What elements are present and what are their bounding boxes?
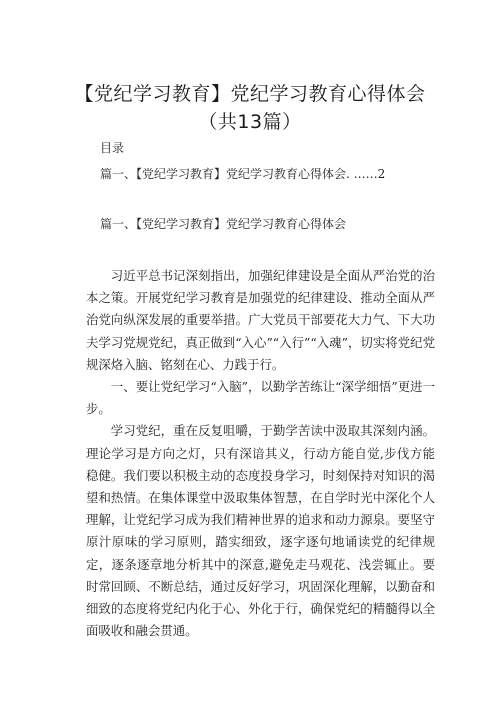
toc-item[interactable]: 篇一、【党纪学习教育】党纪学习教育心得体会. ……2 (100, 167, 386, 181)
paragraph-1: 习近平总书记深刻指出，加强纪律建设是全面从严治党的治本之策。开展党纪学习教育是加强党的纪律建设、推动全面从严治党向纵深发展的重要举措。广大党员干部要花大力气、下大功夫学习党规党纪，真正做到“入心”“入行”“入魂”，切实将党纪党规深烙入脑、铭刻在心、力践于行。 (86, 268, 435, 372)
document-title (40, 82, 460, 135)
body-text (86, 265, 435, 642)
title-line-2: （共13篇） (198, 111, 302, 133)
toc-heading: 目录 (100, 141, 125, 155)
title-line-1: 【党纪学习教育】党纪学习教育心得体会 (74, 83, 426, 105)
paragraph-2: 一、要让党纪学习“入脑”，以勤学苦练让“深学细悟”更进一步。 (86, 379, 435, 417)
paragraph-3: 学习党纪，重在反复咀嚼，于勤学苦读中汲取其深刻内涵。理论学习是方向之灯，只有深谙其义，行动方能自觉,步伐方能稳健。我们要以积极主动的态度投身学习，时刻保持对知识的渴望和热情。在集体课堂中汲取集体智慧，在自学时光中深化个人理解，让党纪学习成为我们精神世界的追求和动力源泉。要坚守原汁原味的学习原则，踏实细致，逐字逐句地诵读党的纪律规定，逐条逐章地分析其中的深意,避免走马观花、浅尝辄止。要时常回顾、不断总结，通过反好学习，巩固深化理解，以勤奋和细致的态度将党纪内化于心、外化于行，确保党纪的精髓得以全面吸收和融会贯通。 (86, 423, 435, 639)
section-heading: 篇一、【党纪学习教育】党纪学习教育心得体会 (100, 217, 347, 231)
